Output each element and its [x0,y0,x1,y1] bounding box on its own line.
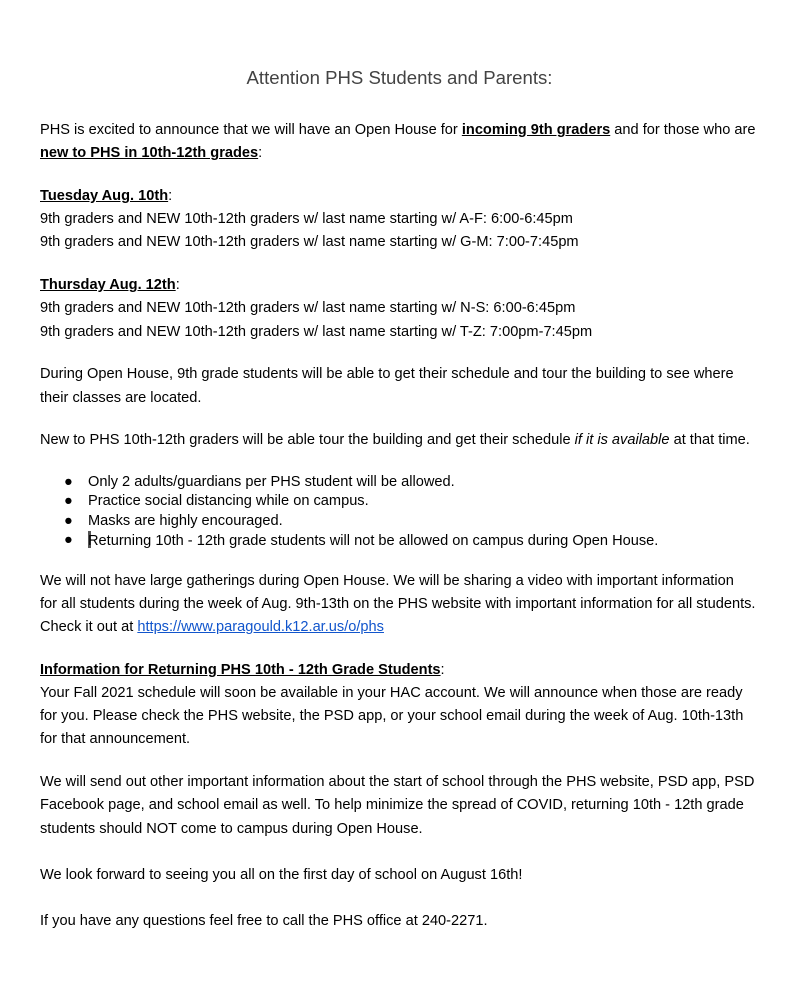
page-title: Attention PHS Students and Parents: [246,67,553,88]
tuesday-slot: 9th graders and NEW 10th-12th graders w/ last name starting w/ A-F: 6:00-6:45pm [40,211,573,228]
returning-paragraph: for that announcement. [40,731,191,748]
open-house-9th-paragraph: their classes are located. [40,389,202,406]
gatherings-paragraph: for all students during the week of Aug. 9th-13th on the PHS website with important information for all students. [40,595,756,612]
returning-paragraph: Your Fall 2021 schedule will soon be available in your HAC account. We will announce when those are ready [40,685,743,702]
list-item [40,492,764,512]
returning-paragraph: for you. Please check the PHS website, the PSD app, or your school email during the week of Aug. 10th-13th [40,708,744,725]
gatherings-paragraph [40,616,764,639]
intro-text-middle: and for those who are [610,122,756,138]
tuesday-heading-line [40,185,764,208]
document-body [40,119,764,933]
other-info-paragraph: We will send out other important information about the start of school through the PHS website, PSD app, PSD [40,774,755,791]
tuesday-heading: Tuesday Aug. 10th [40,188,169,204]
intro-text: PHS is excited to announce that we will have an Open House for [40,122,462,138]
other-info-paragraph: students should NOT come to campus during Open House. [40,820,423,837]
returning-colon: : [440,661,445,678]
list-item [40,512,764,532]
thursday-slot: 9th graders and NEW 10th-12th graders w/ last name starting w/ N-S: 6:00-6:45pm [40,300,576,317]
closing-paragraph: We look forward to seeing you all on the first day of school on August 16th! [40,866,523,883]
list-item [40,531,764,552]
list-item-text: Returning 10th - 12th grade students will not be allowed on campus during Open House. [88,533,659,550]
returning-heading: Information for Returning PHS 10th - 12th Grade Students [40,661,441,678]
new-to-phs-emphasis: new to PHS in 10th-12th grades [40,145,259,162]
tuesday-colon: : [168,188,173,204]
thursday-heading: Thursday Aug. 12th [40,277,176,294]
bullet-icon: ● [64,532,73,549]
check-it-out-text: Check it out at [40,619,138,636]
open-house-9th-paragraph: During Open House, 9th grade students will be able to get their schedule and tour the building to see where [40,366,734,383]
phs-website-link[interactable]: https://www.paragould.k12.ar.us/o/phs [137,619,384,636]
new-students-text: New to PHS 10th-12th graders will be able tour the building and get their schedule [40,432,575,449]
gatherings-paragraph: We will not have large gatherings during Open House. We will be sharing a video with important information [40,572,734,589]
thursday-slot: 9th graders and NEW 10th-12th graders w/ last name starting w/ T-Z: 7:00pm-7:45pm [40,323,593,340]
new-students-paragraph [40,429,764,452]
intro-colon: : [258,145,263,162]
intro-line-1 [40,119,764,142]
bullet-icon: ● [64,473,73,490]
rules-list [40,473,764,552]
thursday-heading-line [40,274,764,297]
list-item-text: Masks are highly encouraged. [88,512,283,529]
new-students-text-end: at that time. [669,432,750,449]
list-item [40,473,764,493]
thursday-colon: : [175,277,180,294]
other-info-paragraph: Facebook page, and school email as well. To help minimize the spread of COVID, returning 10th - 12th grade [40,797,744,814]
list-item-text: Practice social distancing while on campus. [88,493,369,510]
bullet-icon: ● [64,493,73,510]
list-item-text: Only 2 adults/guardians per PHS student will be allowed. [88,473,455,490]
questions-paragraph: If you have any questions feel free to call the PHS office at 240-2271. [40,913,488,930]
bullet-icon: ● [64,512,73,529]
incoming-9th-emphasis: incoming 9th graders [461,122,611,138]
intro-line-2 [40,142,764,165]
returning-heading-line [40,659,764,682]
if-available-italic: if it is available [574,432,670,449]
tuesday-slot: 9th graders and NEW 10th-12th graders w/ last name starting w/ G-M: 7:00-7:45pm [40,234,579,251]
